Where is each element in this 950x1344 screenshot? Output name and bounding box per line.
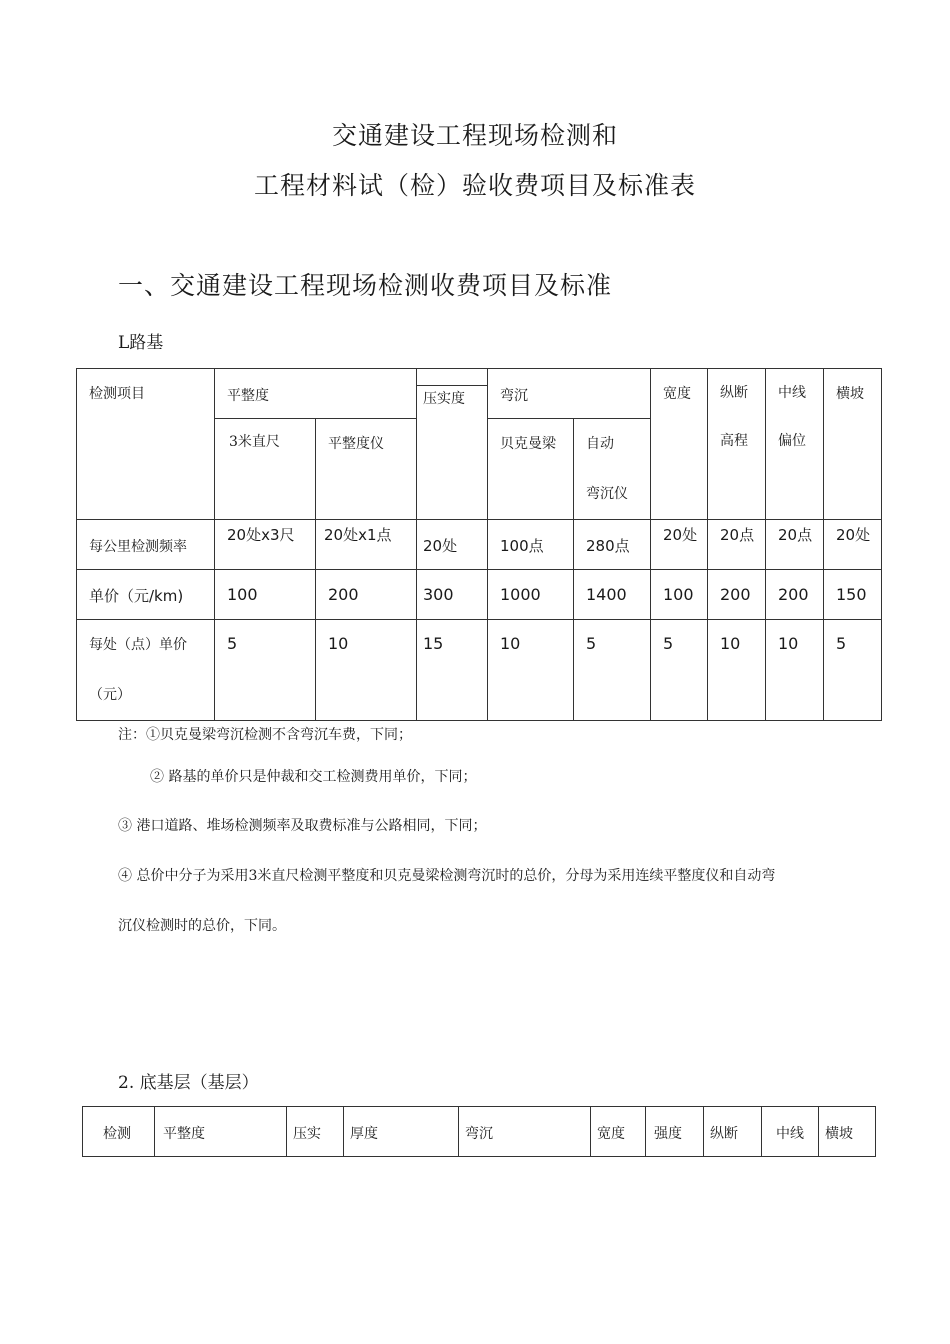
header-centerline-line1: 中线 xyxy=(778,385,806,401)
t2-header-compaction: 压实 xyxy=(293,1126,321,1142)
section1-heading: 一、交通建设工程现场检测收费项目及标准 xyxy=(118,271,613,300)
unit-profilometer: 10 xyxy=(328,634,349,653)
unit-ruler: 5 xyxy=(227,634,238,653)
subheader-beam xyxy=(488,419,574,520)
row-frequency-label: 每公里检测频率 xyxy=(89,539,187,555)
header-longitudinal-line1: 纵断 xyxy=(720,385,748,401)
price-ruler: 100 xyxy=(227,585,258,604)
t2-header-inspection: 检测 xyxy=(103,1126,131,1142)
header-compaction-label: 压实度 xyxy=(423,391,465,407)
freq-longitudinal: 20点 xyxy=(720,526,755,544)
freq-auto: 280点 xyxy=(586,537,630,555)
row-price xyxy=(77,570,882,620)
row-unit-label-line1: 每处（点）单价 xyxy=(89,637,187,653)
t2-header-deflection: 弯沉 xyxy=(465,1126,493,1142)
header-longitudinal xyxy=(708,369,766,520)
subheader-beam-label: 贝克曼梁 xyxy=(500,436,556,452)
freq-slope: 20处 xyxy=(836,526,871,544)
freq-width: 20处 xyxy=(663,526,698,544)
subheader-auto xyxy=(574,419,651,520)
row-unit-label-line2: （元） xyxy=(89,687,131,703)
note-4-line2: 沉仪检测时的总价，下同。 xyxy=(118,918,286,934)
note-2: ② 路基的单价只是仲裁和交工检测费用单价，下同； xyxy=(150,769,477,785)
doc-title-line1: 交通建设工程现场检测和 xyxy=(331,121,618,150)
t2-header-thickness: 厚度 xyxy=(350,1126,378,1142)
freq-ruler: 20处x3尺 xyxy=(227,526,295,544)
t2-header-centerline: 中线 xyxy=(776,1126,804,1142)
header-longitudinal-line2: 高程 xyxy=(720,433,748,449)
price-auto: 1400 xyxy=(586,585,627,604)
price-beam: 1000 xyxy=(500,585,541,604)
t2-header-width: 宽度 xyxy=(597,1126,625,1142)
subheader-auto-line2: 弯沉仪 xyxy=(586,486,628,502)
note-1: 注：①贝克曼梁弯沉检测不含弯沉车费，下同； xyxy=(118,727,412,743)
note-4-line1: ④ 总价中分子为采用3米直尺检测平整度和贝克曼梁检测弯沉时的总价，分母为采用连续平整度仪和自动弯 xyxy=(118,868,776,884)
freq-profilometer: 20处x1点 xyxy=(324,526,392,544)
freq-centerline: 20点 xyxy=(778,526,813,544)
section2-heading: 2. 底基层（基层） xyxy=(118,1073,259,1093)
t2-header-strength: 强度 xyxy=(654,1126,682,1142)
price-centerline: 200 xyxy=(778,585,809,604)
roadbed-fee-table xyxy=(76,368,882,721)
header-item-label: 检测项目 xyxy=(89,386,145,402)
header-width xyxy=(651,369,708,520)
header-centerline xyxy=(766,369,824,520)
section1-subheading: L路基 xyxy=(118,333,164,353)
note-3: ③ 港口道路、堆场检测频率及取费标准与公路相同，下同； xyxy=(118,818,487,834)
subheader-auto-line1: 自动 xyxy=(586,436,614,452)
row-price-label: 单价（元/km) xyxy=(89,587,184,605)
unit-width: 5 xyxy=(663,634,674,653)
row-frequency xyxy=(77,520,882,570)
unit-beam: 10 xyxy=(500,634,521,653)
header-deflection xyxy=(488,369,651,419)
unit-slope: 5 xyxy=(836,634,847,653)
subbase-fee-table xyxy=(82,1106,876,1157)
price-profilometer: 200 xyxy=(328,585,359,604)
unit-longitudinal: 10 xyxy=(720,634,741,653)
subheader-ruler-label: 3米直尺 xyxy=(229,434,280,450)
price-width: 100 xyxy=(663,585,694,604)
header-centerline-line2: 偏位 xyxy=(778,433,806,449)
t2-header-longitudinal: 纵断 xyxy=(710,1126,738,1142)
price-longitudinal: 200 xyxy=(720,585,751,604)
unit-auto: 5 xyxy=(586,634,597,653)
subheader-profilometer xyxy=(316,419,417,520)
header-flatness xyxy=(215,369,417,419)
price-compaction: 300 xyxy=(423,585,454,604)
freq-beam: 100点 xyxy=(500,537,544,555)
unit-compaction: 15 xyxy=(423,634,444,653)
header-item xyxy=(77,369,215,520)
header-flatness-label: 平整度 xyxy=(227,388,269,404)
header-slope-label: 横坡 xyxy=(836,386,864,402)
subheader-ruler xyxy=(215,419,316,520)
price-slope: 150 xyxy=(836,585,867,604)
header-compaction xyxy=(417,369,488,520)
t2-header-slope: 横坡 xyxy=(825,1126,853,1142)
subheader-profilometer-label: 平整度仪 xyxy=(328,436,384,452)
t2-header-flatness: 平整度 xyxy=(163,1126,205,1142)
header-slope xyxy=(824,369,882,520)
header-deflection-label: 弯沉 xyxy=(500,388,528,404)
row-unit-price xyxy=(77,620,882,721)
unit-centerline: 10 xyxy=(778,634,799,653)
freq-compaction: 20处 xyxy=(423,537,458,555)
doc-title-line2: 工程材料试（检）验收费项目及标准表 xyxy=(253,171,696,200)
header-width-label: 宽度 xyxy=(663,386,691,402)
